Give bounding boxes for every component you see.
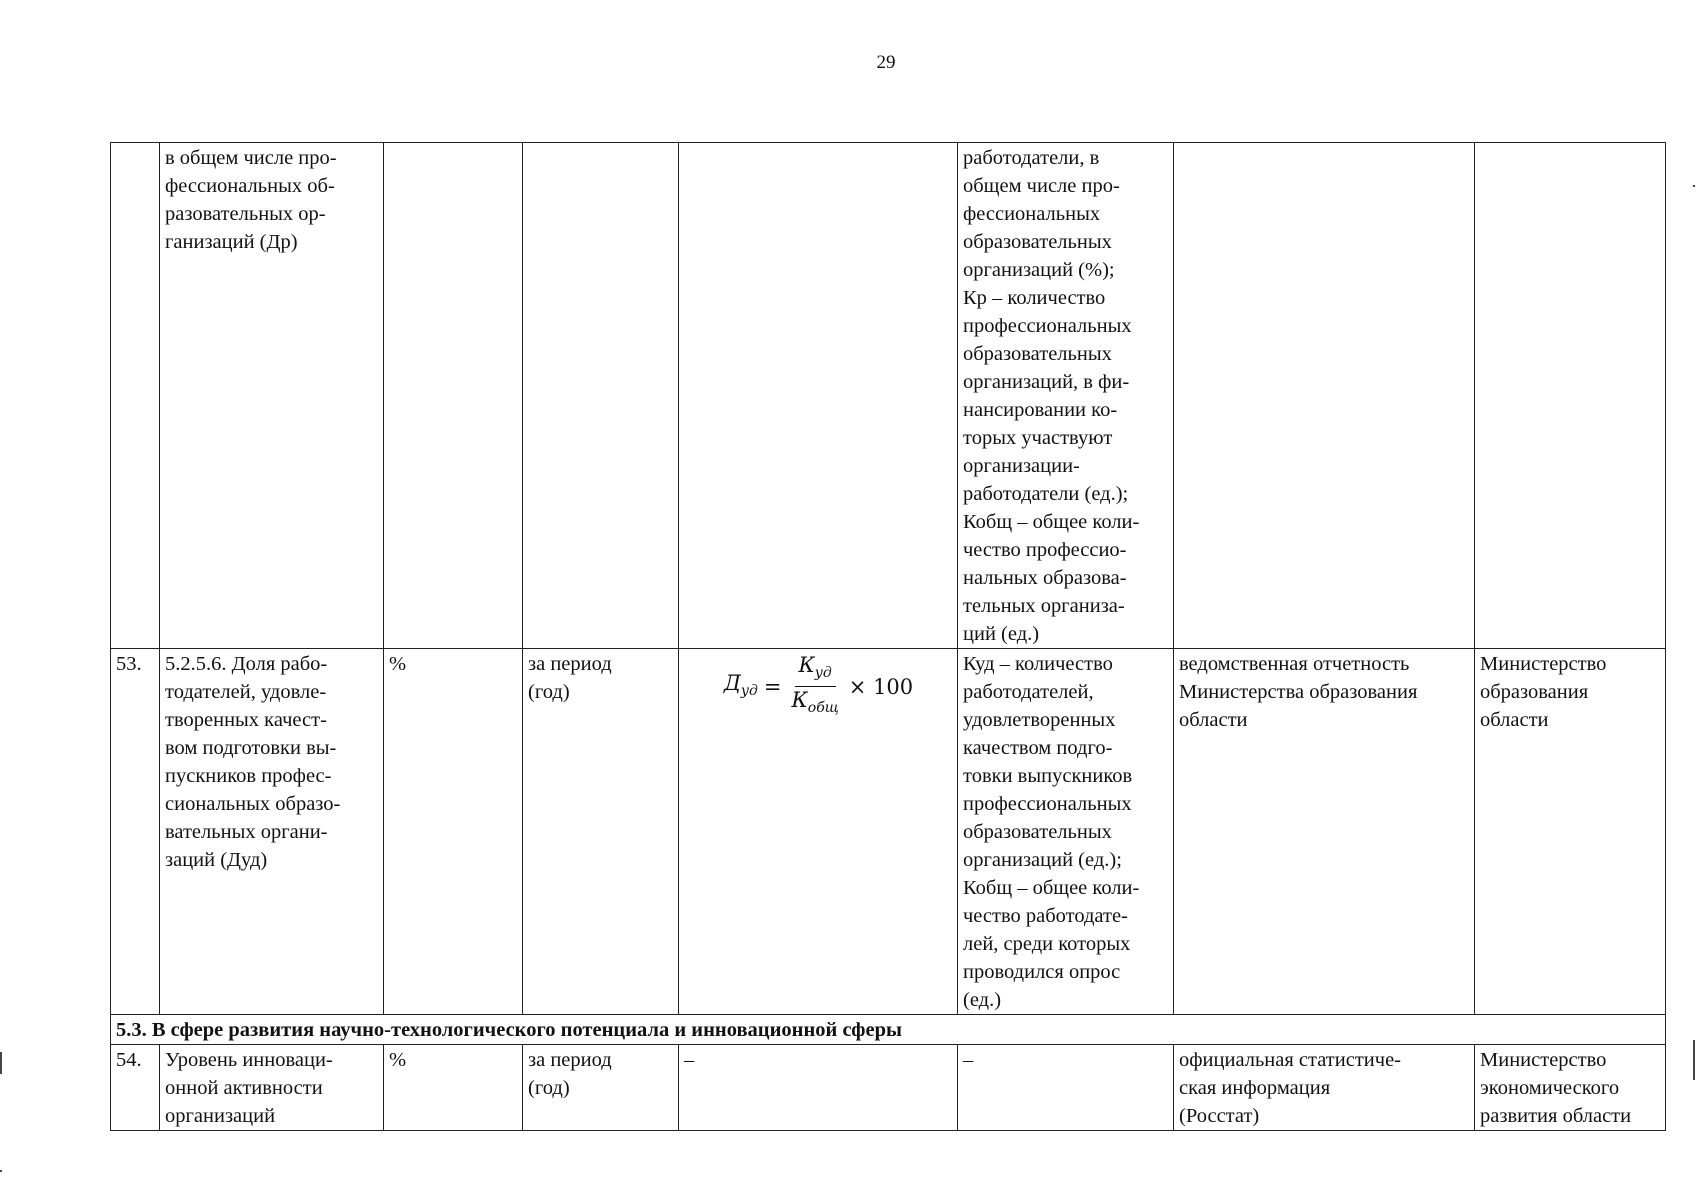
period-cell: за период (год) [523, 649, 679, 1015]
unit-cell: % [384, 1045, 523, 1131]
period-cell: за период (год) [523, 1045, 679, 1131]
unit-cell: % [384, 649, 523, 1015]
source-cell: ведомственная отчетность Министерства образования области [1174, 649, 1475, 1015]
formula: $Д_{уд}$ = $\frac{К_{уд}}{К_{общ}}$ × 100 [684, 650, 953, 721]
table-row [111, 1045, 1666, 1131]
period-cell [523, 143, 679, 649]
formula-fraction: $\frac{К_{уд}}{К_{общ}}$ [791, 653, 839, 717]
page-number: 29 [876, 52, 896, 73]
scan-artifact [0, 1052, 2, 1074]
row-number-cell: 53. [111, 649, 160, 1015]
indicator-name-cell: Уровень инноваци- онной активности организаций [160, 1045, 384, 1131]
unit-cell [384, 143, 523, 649]
indicator-name-cell: в общем числе про- фессиональных об- разовательных ор- ганизаций (Др) [160, 143, 384, 649]
source-cell [1174, 143, 1475, 649]
section-row [111, 1015, 1666, 1045]
table-row [111, 649, 1666, 1015]
responsible-cell [1475, 143, 1666, 649]
formula-cell [679, 649, 958, 1015]
row-number-cell [111, 143, 160, 649]
formula-cell [679, 143, 958, 649]
method-cell: – [958, 1045, 1174, 1131]
responsible-cell: Министерство образования области [1475, 649, 1666, 1015]
method-cell: Куд – количество работодателей, удовлетворенных качеством подго- товки выпускников профессиональных образовательных организаций (ед.); Кобщ – общее коли- чество работодате- лей, среди которых проводился опрос (ед.) [958, 649, 1174, 1015]
formula-cell: – [679, 1045, 958, 1131]
indicator-table [110, 142, 1666, 1131]
table-row [111, 143, 1666, 649]
source-cell: официальная статистиче- ская информация (Росстат) [1174, 1045, 1475, 1131]
section-heading: 5.3. В сфере развития научно-технологического потенциала и инновационной сферы [111, 1015, 1666, 1045]
responsible-cell: Министерство экономического развития области [1475, 1045, 1666, 1131]
method-cell: работодатели, в общем числе про- фессиональных образовательных организаций (%); Кр – количество профессиональных образовательных организаций, в фи- нансировании ко- торых участвуют организации- работодатели (ед.); Кобщ – общее коли- чество профессио- нальных образова- тельных организа- ций (ед.) [958, 143, 1174, 649]
scan-artifact [0, 1170, 2, 1172]
scan-artifact [1693, 1040, 1695, 1080]
indicator-name-cell: 5.2.5.6. Доля рабо- тодателей, удовле- творенных качест- вом подготовки вы- пускников профес- сиональных образо- вательных органи- заций (Дуд) [160, 649, 384, 1015]
row-number-cell: 54. [111, 1045, 160, 1131]
scan-artifact [1693, 185, 1695, 187]
